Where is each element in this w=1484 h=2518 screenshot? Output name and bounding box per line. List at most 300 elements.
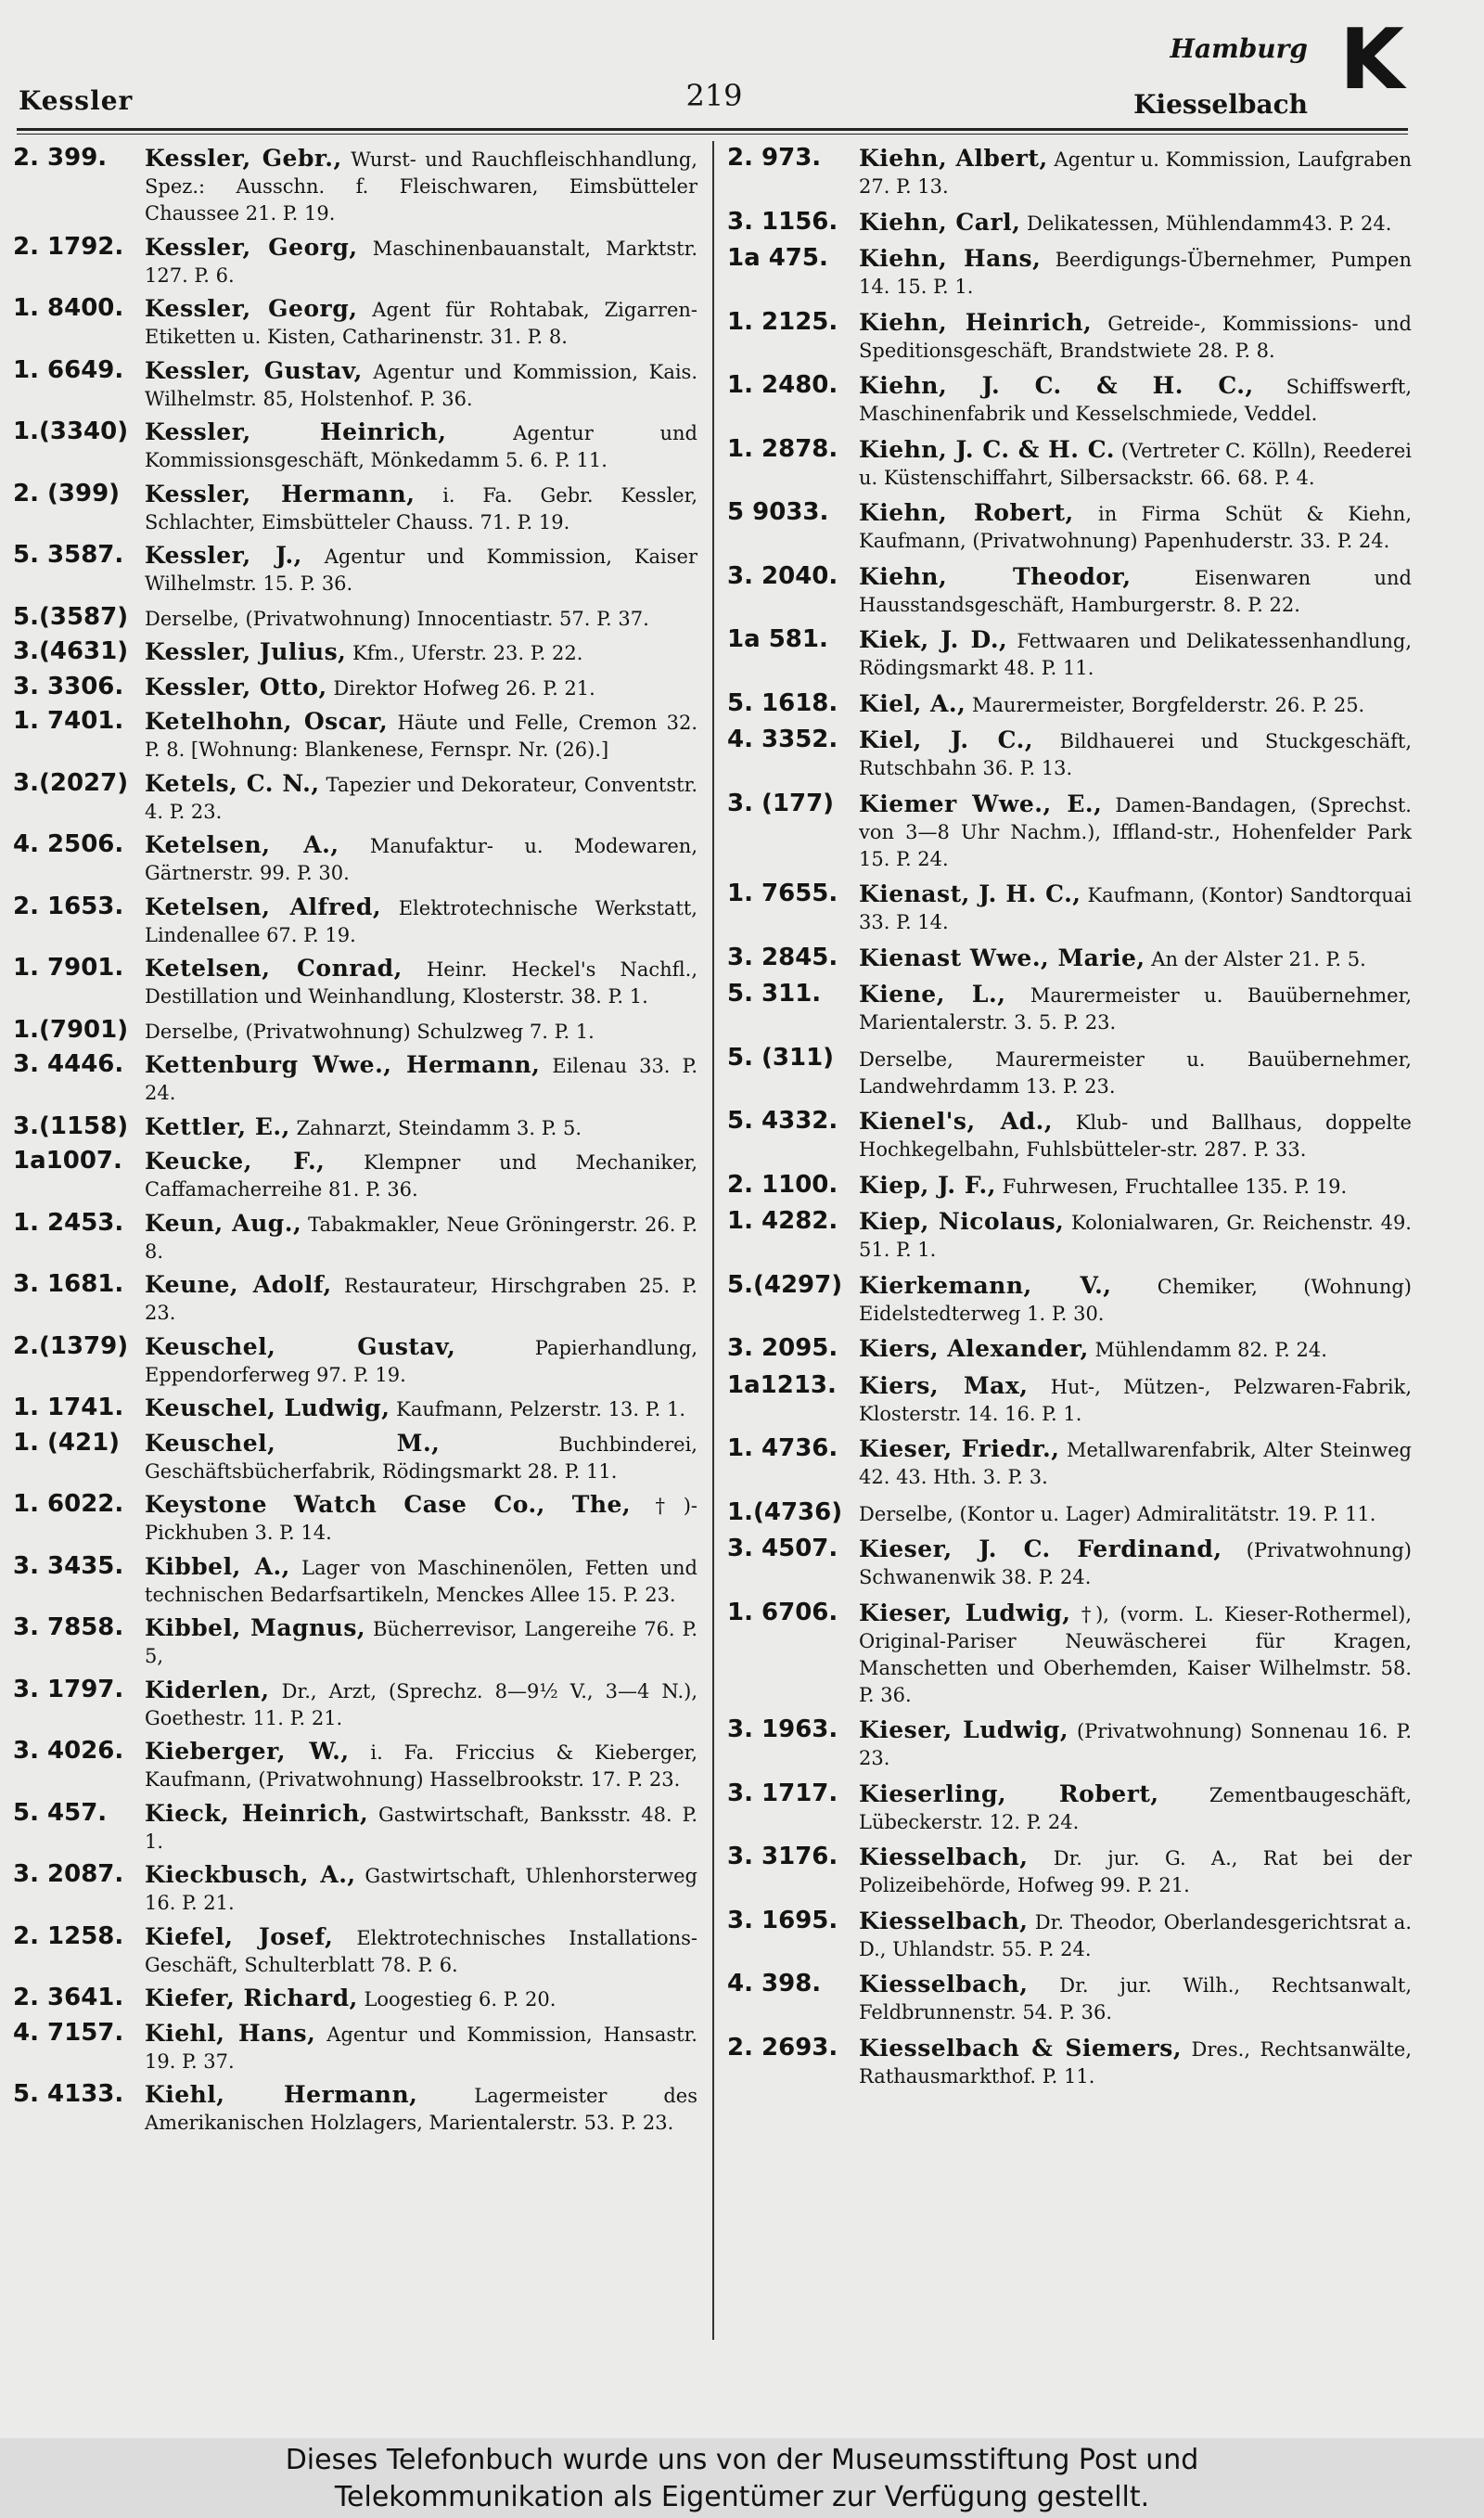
entry-name: Kessler, Otto, xyxy=(145,673,327,700)
entry-text xyxy=(145,418,697,474)
directory-entry xyxy=(13,1677,697,1732)
phone-number: 2. 2693. xyxy=(727,2033,838,2062)
entry-name: Ketelsen, A., xyxy=(145,831,339,858)
entry-text xyxy=(859,1372,1412,1428)
phone-number: 3. 1695. xyxy=(727,1906,838,1934)
entry-name: Kieckbusch, A., xyxy=(145,1861,356,1888)
entry-text xyxy=(145,234,697,289)
entry-text xyxy=(145,2081,697,2137)
footer-line-2: Telekommunikation als Eigentümer zur Verfügung gestellt. xyxy=(334,2481,1150,2513)
entry-text xyxy=(145,831,697,887)
phone-number: 5.(4297) xyxy=(727,1270,843,1299)
header-rule-thin xyxy=(17,134,1408,135)
directory-entry xyxy=(13,1210,697,1265)
entry-name: Kiefer, Richard, xyxy=(145,1985,358,2011)
entry-details: (Privatwohnung) Sonnenau 16. P. 23. xyxy=(859,1720,1413,1769)
entry-details: Chemiker, (Wohnung) Eidelstedterweg 1. P. 30. xyxy=(859,1275,1412,1325)
entry-text xyxy=(145,1614,697,1670)
entry-text xyxy=(859,563,1412,619)
entry-details: An der Alster 21. P. 5. xyxy=(1145,947,1366,970)
entry-text xyxy=(859,1045,1412,1100)
entry-text xyxy=(859,499,1412,555)
entry-text xyxy=(859,690,1412,719)
entry-name: Kettenburg Wwe., Hermann, xyxy=(145,1051,541,1078)
entry-text xyxy=(859,1335,1412,1364)
phone-number: 5. 311. xyxy=(727,980,822,1008)
entry-details: Schiffswerft, Maschinenfabrik und Kesselschmiede, Veddel. xyxy=(859,376,1413,425)
entry-text xyxy=(859,1716,1412,1772)
entry-details: Zahnarzt, Steindamm 3. P. 5. xyxy=(289,1116,582,1139)
phone-number: 1.(3340) xyxy=(13,418,129,445)
entry-name: Kiesselbach & Siemers, xyxy=(859,2034,1183,2062)
entry-details: Elektrotechnisches Installations-Geschäft, Schulterblatt 78. P. 6. xyxy=(145,1926,697,1976)
entry-details: Gastwirtschaft, Banksstr. 48. P. 1. xyxy=(145,1803,697,1853)
entry-details: Agentur und Kommission, Hansastr. 19. P. 37. xyxy=(145,2023,697,2073)
phone-number: 1a1007. xyxy=(13,1147,122,1175)
entry-details: Bücherrevisor, Langereihe 76. P. 5, xyxy=(145,1618,697,1667)
entry-name: Kiehn, Heinrich, xyxy=(859,308,1093,336)
directory-entry xyxy=(13,1861,697,1917)
phone-number: 5. 457. xyxy=(13,1798,108,1827)
phone-number: 2. 1653. xyxy=(13,892,124,920)
entry-name: Kiehn, J. C. & H. C., xyxy=(859,372,1254,399)
entry-text xyxy=(859,1599,1412,1709)
entry-details: i. Fa. Friccius & Kieberger, Kaufmann, (Privatwohnung) Hasselbrookstr. 17. P. 23. xyxy=(145,1741,697,1791)
entry-name: Kiehl, Hermann, xyxy=(145,2081,418,2108)
entry-text xyxy=(859,245,1412,301)
entry-details: Kaufmann, Pelzerstr. 13. P. 1. xyxy=(390,1398,685,1420)
directory-entry xyxy=(727,626,1412,682)
entry-details: Elektrotechnische Werkstatt, Lindenallee 67. P. 19. xyxy=(145,896,697,946)
entry-name: Kiel, A., xyxy=(859,689,966,717)
entry-details: Kolonialwaren, Gr. Reichenstr. 49. 51. P. 1. xyxy=(859,1212,1412,1261)
directory-entry xyxy=(13,1017,697,1046)
entry-details: Dr. Theodor, Oberlandesgerichtsrat a. D., Uhlandstr. 55. P. 24. xyxy=(859,1910,1412,1960)
phone-number: 3. 3306. xyxy=(13,672,124,700)
entry-details: Derselbe, (Kontor u. Lager) Admiralitätstr. 19. P. 11. xyxy=(859,1502,1376,1525)
entry-text xyxy=(859,944,1412,973)
entry-text xyxy=(145,770,697,826)
directory-entry xyxy=(727,1272,1412,1328)
entry-name: Kessler, Julius, xyxy=(145,638,347,665)
phone-number: 2. 3641. xyxy=(13,1984,124,2011)
phone-number: 3. 1717. xyxy=(727,1779,838,1807)
directory-entry xyxy=(727,436,1412,492)
phone-number: 3. 1797. xyxy=(13,1675,124,1703)
entry-name: Keuschel, Ludwig, xyxy=(145,1394,390,1421)
phone-number: 1. 6706. xyxy=(727,1598,838,1626)
directory-entry xyxy=(13,1800,697,1856)
entry-details: Damen-Bandagen, (Sprechst. von 3—8 Uhr Nachm.), Iffland-str., Hohenfelder Park 15. P. 24. xyxy=(859,793,1412,870)
entry-name: Kiehn, Robert, xyxy=(859,499,1074,526)
phone-number: 5.(3587) xyxy=(13,602,129,631)
entry-text xyxy=(859,1172,1412,1201)
footer-line-1: Dieses Telefonbuch wurde uns von der Museumsstiftung Post und xyxy=(285,2444,1199,2476)
phone-number: 5. (311) xyxy=(727,1043,835,1072)
entry-text xyxy=(859,981,1412,1036)
directory-entry xyxy=(13,234,697,289)
entry-details: Restaurateur, Hirschgraben 25. P. 23. xyxy=(145,1275,697,1324)
entry-name: Kessler, Georg, xyxy=(145,295,358,322)
phone-number: 1. 2480. xyxy=(727,371,838,399)
directory-entry xyxy=(727,1844,1412,1899)
header-right-keyword: Kiesselbach xyxy=(1133,89,1308,120)
phone-number: 1a 475. xyxy=(727,244,828,272)
phone-number: 4. 7157. xyxy=(13,2018,124,2047)
entry-details: Kaufmann, (Kontor) Sandtorquai 33. P. 14. xyxy=(859,884,1412,933)
entry-name: Keucke, F., xyxy=(145,1148,326,1175)
entry-name: Kiefel, Josef, xyxy=(145,1922,334,1950)
directory-entry xyxy=(13,1923,697,1979)
entry-name: Kienast Wwe., Marie, xyxy=(859,944,1145,971)
entry-details: Agentur und Kommission, Kaiser Wilhelmstr. 15. P. 36. xyxy=(145,546,697,595)
entry-text xyxy=(859,2035,1412,2090)
phone-number: 3. 2845. xyxy=(727,943,838,971)
entry-details: Zementbaugeschäft, Lübeckerstr. 12. P. 24. xyxy=(859,1783,1412,1833)
phone-number: 1. 1741. xyxy=(13,1394,124,1421)
page-number: 219 xyxy=(685,78,743,113)
entry-name: Kiehn, Hans, xyxy=(859,245,1042,272)
entry-name: Kiep, J. F., xyxy=(859,1171,996,1199)
directory-entry xyxy=(13,638,697,667)
entry-name: Kiehn, Theodor, xyxy=(859,562,1132,590)
phone-number: 2. 1100. xyxy=(727,1170,838,1199)
directory-entry xyxy=(13,1985,697,2013)
entry-name: Kessler, Hermann, xyxy=(145,480,416,507)
entry-details: Delikatessen, Mühlendamm43. P. 24. xyxy=(1020,212,1392,235)
directory-entry xyxy=(727,1971,1412,2026)
entry-name: Kessler, Gebr., xyxy=(145,145,342,172)
phone-number: 1. 7401. xyxy=(13,707,124,735)
header-left-keyword: Kessler xyxy=(19,85,134,116)
entry-name: Kiers, Max, xyxy=(859,1371,1029,1399)
entry-text xyxy=(145,674,697,702)
phone-number: 3. 4026. xyxy=(13,1737,124,1765)
entry-details: Agent für Rohtabak, Zigarren-Etiketten u. Kisten, Catharinenstr. 31. P. 8. xyxy=(145,299,697,348)
entry-details: Fuhrwesen, Fruchtallee 135. P. 19. xyxy=(995,1175,1348,1198)
entry-text xyxy=(859,1499,1412,1528)
entry-details: Beerdigungs-Übernehmer, Pumpen 14. 15. P. 1. xyxy=(859,249,1412,298)
entry-name: Kiel, J. C., xyxy=(859,726,1034,753)
entry-details: Papierhandlung, Eppendorferweg 97. P. 19. xyxy=(145,1336,697,1386)
entry-name: Ketelhohn, Oscar, xyxy=(145,708,389,735)
entry-name: Keun, Aug., xyxy=(145,1209,302,1237)
directory-entry xyxy=(727,563,1412,619)
entry-text xyxy=(859,145,1412,200)
entry-text xyxy=(145,604,697,633)
directory-entry xyxy=(727,1908,1412,1963)
phone-number: 3. 3176. xyxy=(727,1843,838,1870)
entry-name: Kessler, Gustav, xyxy=(145,356,363,384)
entry-text xyxy=(145,542,697,597)
entry-name: Kiek, J. D., xyxy=(859,626,1008,653)
directory-entry xyxy=(13,2081,697,2137)
entry-name: Kienel's, Ad., xyxy=(859,1108,1054,1135)
entry-name: Kiehl, Hans, xyxy=(145,2019,316,2047)
phone-number: 1. 4736. xyxy=(727,1434,838,1462)
phone-number: 1.(4736) xyxy=(727,1497,843,1526)
phone-number: 3. 4446. xyxy=(13,1050,124,1078)
entry-details: Dr. jur. Wilh., Rechtsanwalt, Feldbrunnenstr. 54. P. 36. xyxy=(859,1974,1412,2023)
entry-name: Kieck, Heinrich, xyxy=(145,1799,369,1827)
entry-text xyxy=(859,1272,1412,1328)
left-column xyxy=(13,145,697,2143)
entry-text xyxy=(145,357,697,413)
directory-entry xyxy=(13,145,697,227)
phone-number: 1. 4282. xyxy=(727,1207,838,1235)
phone-number: 3. 1681. xyxy=(13,1270,124,1298)
entry-name: Ketels, C. N., xyxy=(145,769,320,797)
phone-number: 5. 4332. xyxy=(727,1107,838,1135)
entry-text xyxy=(145,893,697,949)
entry-details: Eilenau 33. P. 24. xyxy=(145,1055,698,1104)
entry-text xyxy=(859,1535,1412,1591)
entry-details: Eisenwaren und Hausstandsgeschäft, Hamburgerstr. 8. P. 22. xyxy=(859,566,1412,616)
directory-entry xyxy=(13,418,697,474)
entry-details: †), (vorm. L. Kieser-Rothermel), Original-Pariser Neuwäscherei für Kragen, Manschetten und Oberhemden, Kaiser Wilhelmstr. 58. P. 36. xyxy=(859,1602,1413,1706)
phone-number: 1. 6022. xyxy=(13,1490,124,1518)
directory-entry xyxy=(13,2020,697,2075)
directory-entry xyxy=(13,1113,697,1142)
directory-entry xyxy=(727,1372,1412,1428)
entry-name: Kiesselbach, xyxy=(859,1907,1029,1934)
entry-text xyxy=(859,436,1412,492)
entry-details: Derselbe, (Privatwohnung) Schulzweg 7. P. 1. xyxy=(145,1020,595,1043)
entry-text xyxy=(145,481,697,536)
phone-number: 3. 1963. xyxy=(727,1715,838,1743)
entry-name: Kettler, E., xyxy=(145,1112,290,1140)
directory-entry xyxy=(727,372,1412,428)
entry-text xyxy=(145,1113,697,1142)
phone-number: 3.(1158) xyxy=(13,1111,129,1140)
directory-entry xyxy=(13,542,697,597)
entry-text xyxy=(145,1738,697,1793)
entry-details: i. Fa. Gebr. Kessler, Schlachter, Eimsbütteler Chauss. 71. P. 19. xyxy=(145,483,697,533)
section-letter: K xyxy=(1339,11,1404,109)
phone-number: 3. 3435. xyxy=(13,1551,124,1580)
entry-text xyxy=(859,1971,1412,2026)
footer-notice xyxy=(0,2438,1484,2518)
entry-details: †)- Pickhuben 3. P. 14. xyxy=(145,1495,697,1544)
entry-name: Kiesselbach, xyxy=(859,1971,1029,1998)
phone-number: 4. 398. xyxy=(727,1970,822,1998)
entry-details: Tapezier und Dekorateur, Conventstr. 4. P. 23. xyxy=(145,773,697,823)
entry-details: (Privatwohnung) Schwanenwik 38. P. 24. xyxy=(859,1539,1412,1588)
entry-name: Kiderlen, xyxy=(145,1676,270,1703)
entry-name: Kessler, Georg, xyxy=(145,233,358,261)
directory-entry xyxy=(727,1499,1412,1528)
directory-entry xyxy=(13,831,697,887)
directory-entry xyxy=(13,1148,697,1203)
directory-entry xyxy=(13,893,697,949)
directory-entry xyxy=(13,481,697,536)
entry-name: Ketelsen, Conrad, xyxy=(145,955,403,982)
entry-details: Metallwarenfabrik, Alter Steinweg 42. 43. Hth. 3. P. 3. xyxy=(859,1439,1412,1488)
directory-entry xyxy=(727,981,1412,1036)
entry-text xyxy=(145,1394,697,1423)
phone-number: 1. 7901. xyxy=(13,954,124,982)
entry-text xyxy=(145,1210,697,1265)
directory-entry xyxy=(727,726,1412,782)
directory-entry xyxy=(727,1335,1412,1364)
phone-number: 4. 3352. xyxy=(727,726,838,753)
directory-entry xyxy=(727,690,1412,719)
entry-name: Kiene, L., xyxy=(859,981,1006,1008)
directory-entry xyxy=(727,880,1412,936)
entry-details: Dres., Rechtsanwälte, Rathausmarkthof. P. 11. xyxy=(859,2037,1412,2088)
directory-entry xyxy=(727,1435,1412,1491)
entry-text xyxy=(859,209,1412,238)
directory-entry xyxy=(13,1394,697,1423)
entry-details: Agentur u. Kommission, Laufgraben 27. P. 13. xyxy=(859,148,1412,198)
entry-details: Gastwirtschaft, Uhlenhorsterweg 16. P. 21. xyxy=(145,1865,697,1914)
header-rule xyxy=(17,128,1408,131)
phone-number: 1. 2125. xyxy=(727,307,838,336)
entry-text xyxy=(145,1861,697,1917)
directory-entry xyxy=(727,944,1412,973)
entry-details: Maschinenbauanstalt, Marktstr. 127. P. 6. xyxy=(145,237,698,287)
entry-details: Klempner und Mechaniker, Caffamacherreihe 81. P. 36. xyxy=(145,1151,697,1201)
entry-details: Heinr. Heckel's Nachfl., Destillation und Weinhandlung, Klosterstr. 38. P. 1. xyxy=(145,958,698,1008)
phone-number: 1. 8400. xyxy=(13,294,124,322)
entry-details: Getreide-, Kommissions- und Speditionsgeschäft, Brandstwiete 28. P. 8. xyxy=(859,312,1412,362)
entry-text xyxy=(145,955,697,1010)
entry-name: Keuschel, Gustav, xyxy=(145,1332,456,1360)
entry-details: Derselbe, (Privatwohnung) Innocentiastr. 57. P. 37. xyxy=(145,607,649,630)
phone-number: 1. 7655. xyxy=(727,880,838,907)
phone-number: 1a1213. xyxy=(727,1370,837,1399)
entry-text xyxy=(859,1108,1412,1163)
entry-details: (Vertreter C. Kölln), Reederei u. Küstenschiffahrt, Silbersackstr. 66. 68. P. 4. xyxy=(859,439,1413,489)
directory-entry xyxy=(727,1045,1412,1100)
phone-number: 1a 581. xyxy=(727,625,828,653)
header-city: Hamburg xyxy=(1170,33,1308,64)
directory-entry xyxy=(13,295,697,351)
entry-name: Kiehn, Carl, xyxy=(859,208,1021,236)
entry-text xyxy=(145,708,697,764)
phone-number: 2. (399) xyxy=(13,479,121,507)
phone-number: 2. 1258. xyxy=(13,1921,124,1950)
entry-text xyxy=(145,1333,697,1389)
entry-text xyxy=(145,2020,697,2075)
phone-number: 4. 2506. xyxy=(13,830,124,858)
entry-name: Kieser, Friedr., xyxy=(859,1435,1060,1462)
directory-entry xyxy=(13,674,697,702)
directory-entry xyxy=(13,1051,697,1107)
entry-details: Buchbinderei, Geschäftsbücherfabrik, Rödingsmarkt 28. P. 11. xyxy=(145,1432,697,1483)
entry-details: Häute und Felle, Cremon 32. P. 8. [Wohnung: Blankenese, Fernspr. Nr. (26).] xyxy=(145,712,697,761)
phone-number: 3. 2087. xyxy=(13,1860,124,1888)
right-column xyxy=(727,145,1412,2098)
phone-number: 1. (421) xyxy=(13,1428,121,1457)
entry-text xyxy=(145,1017,697,1046)
phone-number: 1.(7901) xyxy=(13,1015,129,1044)
entry-name: Kieserling, Robert, xyxy=(859,1779,1159,1807)
directory-entry xyxy=(13,955,697,1010)
entry-name: Kibbel, A., xyxy=(145,1552,290,1580)
entry-name: Kieberger, W., xyxy=(145,1738,350,1765)
entry-name: Kiers, Alexander, xyxy=(859,1335,1089,1362)
directory-entry xyxy=(727,2035,1412,2090)
directory-entry xyxy=(727,245,1412,301)
entry-details: Lagermeister des Amerikanischen Holzlagers, Marientalerstr. 53. P. 23. xyxy=(145,2085,697,2134)
directory-entry xyxy=(727,1208,1412,1264)
entry-details: Loogestieg 6. P. 20. xyxy=(357,1988,556,2011)
entry-name: Kiep, Nicolaus, xyxy=(859,1208,1065,1235)
phone-number: 3. 2040. xyxy=(727,561,838,590)
directory-entry xyxy=(727,145,1412,200)
entry-name: Kessler, Heinrich, xyxy=(145,418,447,445)
directory-entry xyxy=(13,1614,697,1670)
phone-number: 5 9033. xyxy=(727,498,829,526)
entry-text xyxy=(859,726,1412,782)
entry-text xyxy=(145,1271,697,1327)
entry-name: Kiemer Wwe., E., xyxy=(859,790,1103,817)
entry-details: Bildhauerei und Stuckgeschäft, Rutschbahn 36. P. 13. xyxy=(859,730,1412,779)
directory-entry xyxy=(727,499,1412,555)
entry-name: Keuschel, M., xyxy=(145,1429,441,1457)
directory-entry xyxy=(13,1271,697,1327)
directory-entry xyxy=(13,1553,697,1609)
entry-details: Derselbe, Maurermeister u. Bauübernehmer, Landwehrdamm 13. P. 23. xyxy=(859,1047,1412,1098)
entry-text xyxy=(145,1553,697,1609)
directory-entry xyxy=(727,309,1412,365)
entry-text xyxy=(859,1908,1412,1963)
directory-entry xyxy=(727,209,1412,238)
entry-name: Kieser, Ludwig, xyxy=(859,1599,1071,1626)
entry-name: Keystone Watch Case Co., The, xyxy=(145,1491,632,1518)
phone-number: 1. 2878. xyxy=(727,434,838,463)
entry-details: Direktor Hofweg 26. P. 21. xyxy=(326,676,595,700)
phone-number: 3. 2095. xyxy=(727,1334,838,1362)
entry-name: Kiesselbach, xyxy=(859,1844,1029,1870)
entry-name: Kieser, J. C. Ferdinand, xyxy=(859,1535,1222,1562)
phone-number: 2. 973. xyxy=(727,144,822,172)
entry-details: Wurst- und Rauchfleischhandlung, Spez.: Ausschn. f. Fleischwaren, Eimsbütteler Chaussee 21. P. 19. xyxy=(145,148,697,225)
directory-entry xyxy=(13,604,697,633)
entry-text xyxy=(859,880,1412,936)
directory-entry xyxy=(727,1108,1412,1163)
phone-number: 5. 3587. xyxy=(13,541,124,569)
entry-text xyxy=(145,1491,697,1547)
entry-details: Agentur und Kommissionsgeschäft, Mönkedamm 5. 6. P. 11. xyxy=(145,422,697,471)
phone-number: 5. 1618. xyxy=(727,688,838,717)
entry-details: Mühlendamm 82. P. 24. xyxy=(1088,1339,1327,1361)
phone-number: 1. 2453. xyxy=(13,1208,124,1237)
directory-entry xyxy=(13,708,697,764)
phone-number: 2. 1792. xyxy=(13,232,124,261)
entry-text xyxy=(145,145,697,227)
phone-number: 5. 4133. xyxy=(13,2080,124,2108)
entry-text xyxy=(145,1800,697,1856)
directory-entry xyxy=(13,1430,697,1485)
entry-text xyxy=(145,638,697,667)
entry-text xyxy=(859,790,1412,873)
directory-entry xyxy=(13,1738,697,1793)
entry-text xyxy=(859,1844,1412,1899)
entry-details: Maurermeister, Borgfelderstr. 26. P. 25. xyxy=(966,693,1365,716)
entry-text xyxy=(859,626,1412,682)
directory-entry xyxy=(727,1599,1412,1709)
entry-name: Kibbel, Magnus, xyxy=(145,1614,366,1641)
directory-entry xyxy=(727,1780,1412,1836)
directory-entry xyxy=(13,1333,697,1389)
directory-entry xyxy=(727,1172,1412,1201)
entry-details: Agentur und Kommission, Kais. Wilhelmstr. 85, Holstenhof. P. 36. xyxy=(145,360,698,410)
phone-number: 3. (177) xyxy=(727,789,835,817)
entry-details: in Firma Schüt & Kiehn, Kaufmann, (Privatwohnung) Papenhuderstr. 33. P. 24. xyxy=(859,503,1412,552)
phone-number: 1. 6649. xyxy=(13,355,124,384)
